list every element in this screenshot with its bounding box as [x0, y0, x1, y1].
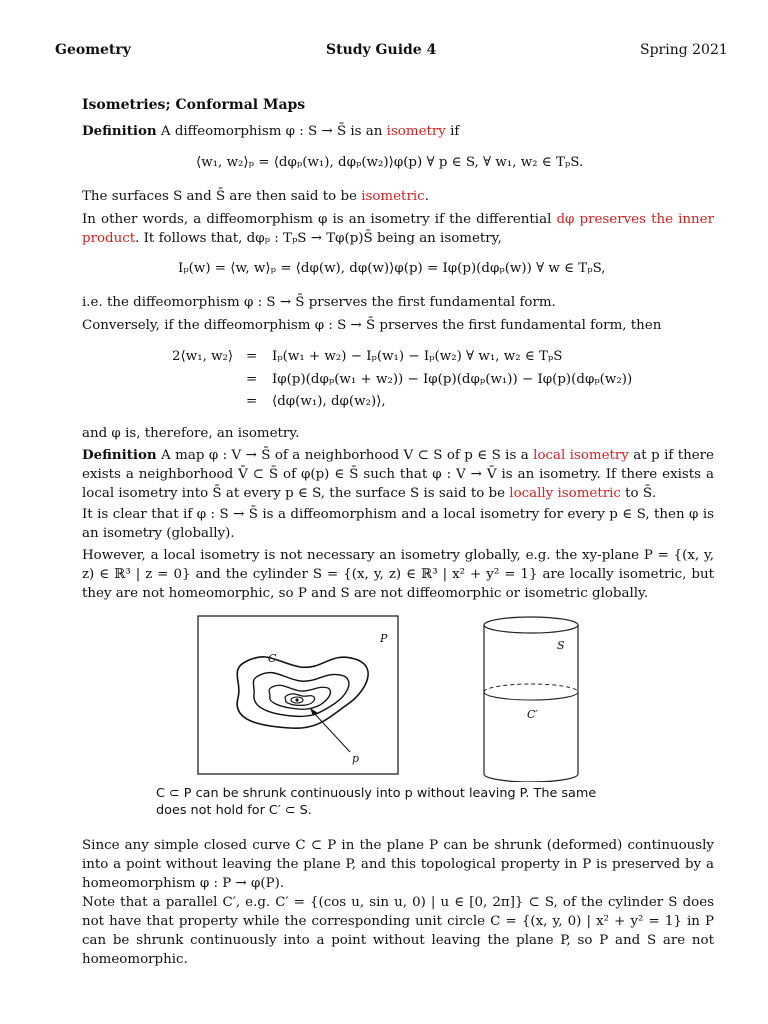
definition-label: Definition [82, 447, 157, 463]
paragraph-therefore: and φ is, therefore, an isometry. [82, 426, 300, 441]
term-local-isometry: local isometry [533, 448, 629, 463]
parallel-back-dashed [484, 684, 578, 692]
paragraph-conversely: Conversely, if the diffeomorphism φ : S → S̄ prserves the first fundamental form, then [82, 318, 662, 333]
paragraph-isometric [82, 187, 714, 206]
label-curve-c: C [268, 652, 277, 665]
paragraph-other-words [82, 210, 714, 248]
label-plane-p: P [380, 632, 388, 645]
paragraph-text-end: . It follows that, dφₚ : TₚS → Tφ(p)S̄ being an isometry, [135, 231, 502, 246]
pointer-arrow-line [313, 712, 350, 752]
paragraph-since: Since any simple closed curve C ⊂ P in the plane P can be shrunk (deformed) continuously into a point without leaving the plane P, and this topological property in P is preserved by a homeomorphism φ : P → φ(P). [82, 838, 714, 891]
figure-plane-cylinder [150, 612, 620, 782]
header-course: Geometry [55, 42, 131, 58]
paragraph-text-end: . [424, 189, 429, 204]
definition-isometry [82, 122, 714, 141]
definition-text-end: to S̄. [620, 486, 657, 501]
equation-first-fundamental-form: Iₚ(w) = ⟨w, w⟩ₚ = ⟨dφ(w), dφ(w)⟩φ(p) = Iφ(p)(dφₚ(w)) ∀ w ∈ TₚS, [178, 261, 606, 276]
definition-text-end: if [445, 124, 460, 139]
definition-label: Definition [82, 123, 157, 139]
definition-text-mid: at p if there exists a neighborhood V̄ ⊂ S̄ of φ(p) ∈ S̄ such that φ : V → V̄ is an isometry. If there exists a local isometry into S̄ at every p ∈ S, the surface S is said to be [82, 448, 714, 501]
figure-caption: C ⊂ P can be shrunk continuously into p without leaving P. The same does not hold for C′ ⊂ S. [156, 786, 597, 818]
curve-c-outer [237, 657, 368, 728]
paragraph-text: In other words, a diffeomorphism φ is an isometry if the differential [82, 212, 557, 227]
paragraph-however: However, a local isometry is not necessary an isometry globally, e.g. the xy-plane P = {(x, y, z) ∈ ℝ³ | z = 0} and the cylinder S = {(x, y, z) ∈ ℝ³ | x² + y² = 1} are locally isometric, but they are not homeomorphic, so P and S are not diffeomorphic or isometric globally. [82, 548, 714, 601]
paragraph-ie: i.e. the diffeomorphism φ : S → S̄ prserves the first fundamental form. [82, 295, 556, 310]
cylinder-top-rim [484, 617, 578, 633]
definition-text: A diffeomorphism φ : S → S̄ is an [156, 124, 387, 139]
definition-text: A map φ : V → S̄ of a neighborhood V ⊂ S of p ∈ S is a [156, 448, 534, 463]
term-preserves-inner-product: dφ preserves the inner product [82, 212, 714, 246]
term-locally-isometric: locally isometric [509, 486, 621, 501]
curve-contour-4 [285, 694, 315, 706]
equation-lhs: 2⟨w₁, w₂⟩ [172, 349, 234, 364]
paragraph-clear: It is clear that if φ : S → S̄ is a diffeomorphism and a local isometry for every p ∈ S, then φ is an isometry (globally). [82, 507, 714, 541]
parallel-c-prime [484, 692, 578, 700]
term-isometry: isometry [386, 124, 446, 139]
equation-row-2: Iφ(p)(dφₚ(w₁ + w₂)) − Iφ(p)(dφₚ(w₁)) − Iφ(p)(dφₚ(w₂)) [272, 372, 633, 387]
equals-sign: = [246, 394, 258, 409]
label-parallel-c-prime: C′ [527, 708, 538, 721]
label-cylinder-s: S [557, 639, 565, 652]
equals-sign: = [246, 349, 258, 364]
paragraph-note: Note that a parallel C′, e.g. C′ = {(cos u, sin u, 0) | u ∈ [0, 2π]} ⊂ S, of the cylinder S does not have that property while the corresponding unit circle C = {(x, y, 0) | x² + y² = 1} in P can be shrunk continuously into a point without leaving the plane P, so P and S are not homeomorphic. [82, 895, 714, 967]
term-isometric: isometric [361, 189, 425, 204]
equation-row-1: Iₚ(w₁ + w₂) − Iₚ(w₁) − Iₚ(w₂) ∀ w₁, w₂ ∈ TₚS [272, 349, 563, 364]
paragraph-text: The surfaces S and S̄ are then said to be [82, 189, 362, 204]
point-p-dot [295, 698, 298, 701]
header-title: Study Guide 4 [326, 42, 437, 58]
equation-row-3: ⟨dφ(w₁), dφ(w₂)⟩, [272, 394, 386, 409]
section-title: Isometries; Conformal Maps [82, 97, 306, 113]
cylinder-bottom-rim [484, 774, 578, 782]
definition-local-isometry [82, 446, 714, 503]
equals-sign: = [246, 372, 258, 387]
header-term: Spring 2021 [640, 42, 728, 58]
equation-isometry: ⟨w₁, w₂⟩ₚ = ⟨dφₚ(w₁), dφₚ(w₂)⟩φ(p) ∀ p ∈ S, ∀ w₁, w₂ ∈ TₚS. [196, 155, 584, 170]
label-point-p: p [352, 752, 360, 765]
